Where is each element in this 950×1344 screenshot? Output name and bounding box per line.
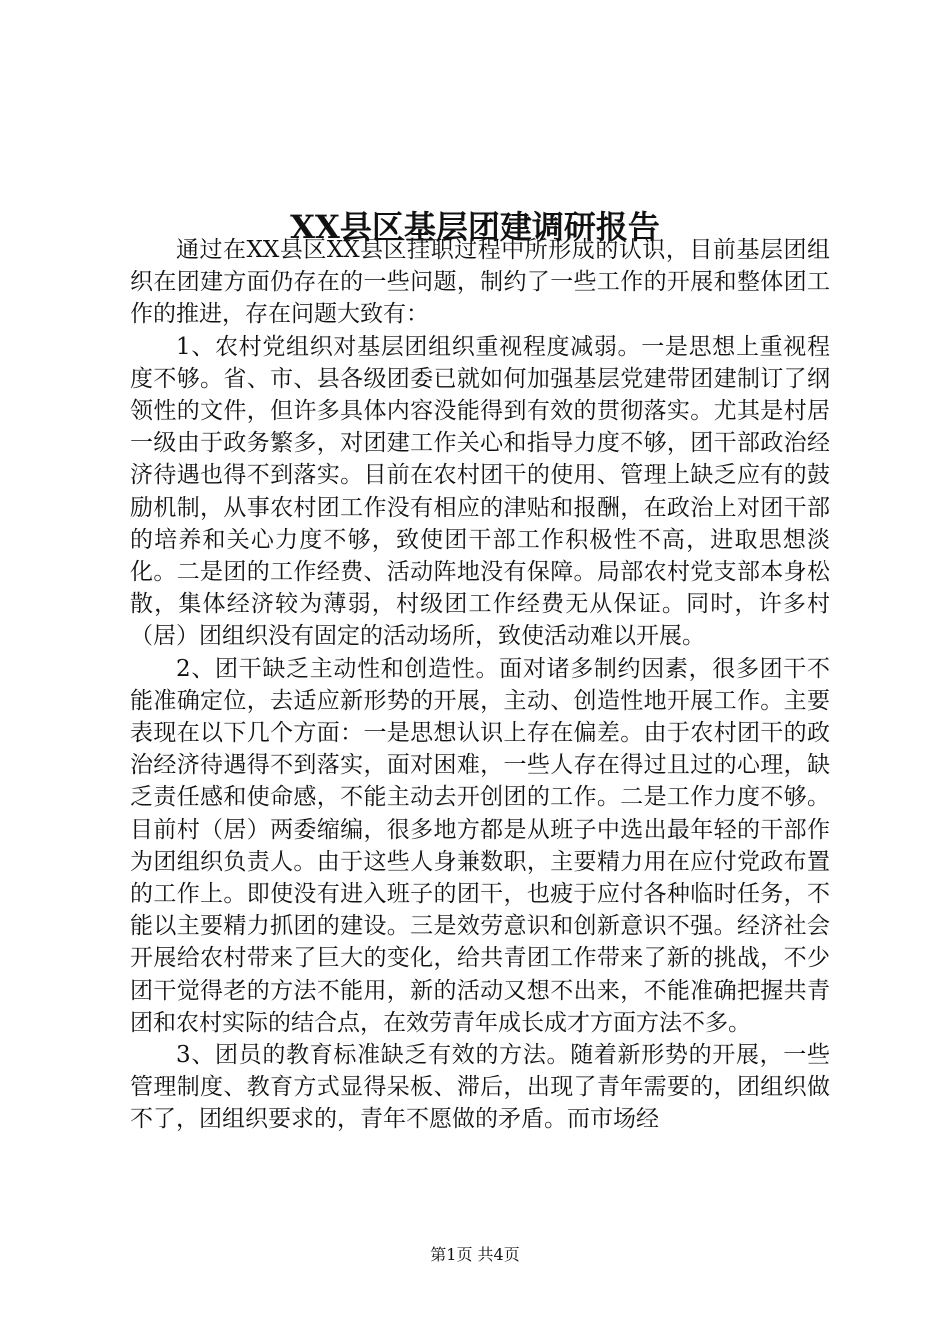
intro-paragraph: 通过在XX县区XX县区挂职过程中所形成的认识，目前基层团组织在团建方面仍存在的一些问题，制约了一些工作的开展和整体团工作的推进，存在问题大致有：	[130, 237, 830, 328]
section-2-paragraph: 2、团干缺乏主动性和创造性。面对诸多制约因素，很多团干不能准确定位，去适应新形势的开展，主动、创造性地开展工作。主要表现在以下几个方面：一是思想认识上存在偏差。由于农村团干的政治经济待遇得不到落实，面对困难，一些人存在得过且过的心理，缺乏责任感和使命感，不能主动去开创团的工作。二是工作力度不够。目前村（居）两委缩编，很多地方都是从班子中选出最年轻的干部作为团组织负责人。由于这些人身兼数职，主要精力用在应付党政布置的工作上。即使没有进入班子的团干，也疲于应付各种临时任务，不能以主要精力抓团的建设。三是效劳意识和创新意识不强。经济社会开展给农村带来了巨大的变化，给共青团工作带来了新的挑战，不少团干觉得老的方法不能用，新的活动又想不出来，不能准确把握共青团和农村实际的结合点，在效劳青年成长成才方面方法不多。	[130, 655, 830, 1036]
page-footer: 第1页 共4页	[430, 1245, 520, 1264]
document-body	[130, 234, 830, 1136]
document-title: XX县区基层团建调研报告	[290, 208, 660, 247]
section-1-paragraph: 1、农村党组织对基层团组织重视程度减弱。一是思想上重视程度不够。省、市、县各级团委已就如何加强基层党建带团建制订了纲领性的文件，但许多具体内容没能得到有效的贯彻落实。尤其是村居一级由于政务繁多，对团建工作关心和指导力度不够，团干部政治经济待遇也得不到落实。目前在农村团干的使用、管理上缺乏应有的鼓励机制，从事农村团工作没有相应的津贴和报酬，在政治上对团干部的培养和关心力度不够，致使团干部工作积极性不高，进取思想淡化。二是团的工作经费、活动阵地没有保障。局部农村党支部本身松散，集体经济较为薄弱，村级团工作经费无从保证。同时，许多村（居）团组织没有固定的活动场所，致使活动难以开展。	[130, 333, 830, 650]
section-3-paragraph: 3、团员的教育标准缺乏有效的方法。随着新形势的开展，一些管理制度、教育方式显得呆板、滞后，出现了青年需要的，团组织做不了，团组织要求的，青年不愿做的矛盾。而市场经	[130, 1042, 830, 1133]
